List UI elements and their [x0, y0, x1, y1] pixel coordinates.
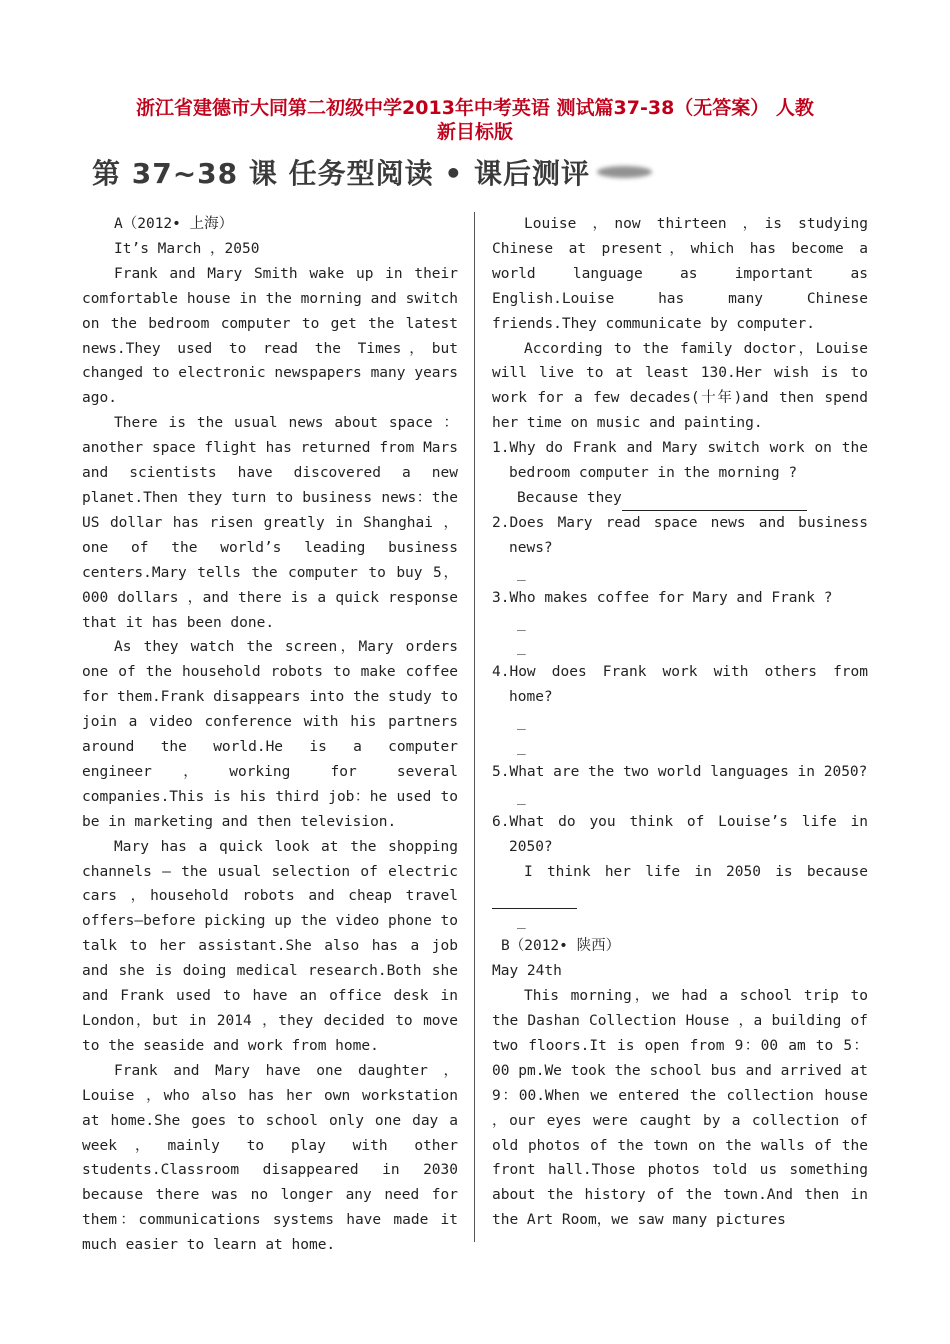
answer-1-line [492, 486, 868, 511]
answer-4-blank[interactable]: _ [517, 714, 526, 731]
answer-6-blank-extra[interactable]: _ [517, 913, 526, 930]
right-column [492, 212, 868, 1233]
passage-a-paragraph-6: Louise ，now thirteen ，is studying Chinese at present，which has become a world language as important as English.Louise has many Chinese friends.They communicate by computer. [492, 216, 868, 332]
passage-a-paragraph-3: As they watch the screen，Mary orders one of the household robots to make coffee for them.Frank disappears into the study to join a video conference with his partners around the world.He is a computer engineer，working for several companies.This is his third job：he used to be in marketing and then television. [82, 639, 458, 830]
answer-6-blank[interactable] [492, 893, 577, 909]
passage-a-date: It’s March ，2050 [114, 240, 260, 257]
question-1: 1.Why do Frank and Mary switch work on the bedroom computer in the morning ? [492, 440, 868, 482]
passage-a-paragraph-4: Mary has a quick look at the shopping channels — the usual selection of electric cars ，household robots and cheap travel offers—before picking up the video phone to talk to her assistant.She also has a job and she is doing medical research.Both she and Frank used to have an office desk in London，but in 2014 ，they decided to move to the seaside and work from home. [82, 838, 458, 1054]
answer-3-blank-extra[interactable]: _ [517, 639, 526, 656]
passage-b-date: May 24th [492, 963, 562, 980]
passage-a-paragraph-1: Frank and Mary Smith wake up in their comfortable house in the morning and switch on the bedroom computer to get the latest news.They used to read the Times，but changed to electronic newspapers many years ago. [82, 265, 458, 407]
question-6: 6.What do you think of Louise’s life in 2050? [492, 813, 868, 855]
question-2: 2.Does Mary read space news and business news? [492, 514, 868, 556]
answer-3-blank[interactable]: _ [517, 614, 526, 631]
section-b-header: B（2012• 陕西） [501, 938, 621, 955]
question-5: 5.What are the two world languages in 2050? [492, 763, 868, 780]
answer-1-prefix: Because they [517, 489, 622, 506]
answer-1-blank[interactable] [622, 495, 807, 511]
section-a-header: A（2012• 上海） [114, 216, 234, 232]
lesson-banner [92, 152, 652, 192]
answer-5-blank[interactable]: _ [517, 788, 526, 805]
title-line-1: 浙江省建德市大同第二初级中学2013年中考英语 测试篇37-38（无答案） 人教 [136, 97, 814, 119]
answer-6-prefix: I think her life in 2050 is because [524, 863, 868, 880]
answer-2-blank[interactable]: _ [517, 564, 526, 581]
column-divider [474, 212, 475, 1242]
title-line-2: 新目标版 [436, 121, 513, 143]
answer-6-line [492, 860, 868, 910]
lesson-banner-text: 第 37~38 课 任务型阅读 • 课后测评 [92, 157, 591, 190]
passage-b-paragraph-1: This morning，we had a school trip to the Dashan Collection House ，a building of two floors.It is open from 9：00 am to 5：00 pm.We took the school bus and arrived at 9：00.When we entered the collection house ，our eyes were caught by a collection of old photos of the town on the walls of the front hall.Those photos told us something about the history of the town.And then in the Art Room，we saw many pictures [492, 988, 868, 1229]
question-3: 3.Who makes coffee for Mary and Frank ? [492, 589, 833, 606]
passage-a-paragraph-5: Frank and Mary have one daughter ，Louise ，who also has her own workstation at home.She goes to school only one day a week，mainly to play with other students.Classroom disappeared in 2030 because there was no longer any need for them：communications systems have made it much easier to learn at home. [82, 1062, 458, 1254]
question-4: 4.How does Frank work with others from home? [492, 664, 868, 706]
answer-4-blank-extra[interactable]: _ [517, 739, 526, 756]
left-column [82, 212, 458, 1258]
passage-a-paragraph-7: According to the family doctor，Louise will live to at least 130.Her wish is to work for a few decades(十年)and then spend her time on music and painting. [492, 340, 868, 432]
passage-a-paragraph-2: There is the usual news about space ：another space flight has returned from Mars and scientists have discovered a new planet.Then they turn to business news：the US dollar has risen greatly in Shanghai ，one of the world’s leading business centers.Mary tells the computer to buy 5，000 dollars ，and there is a quick response that it has been done. [82, 415, 458, 631]
document-title [60, 96, 890, 144]
ink-smudge-icon [597, 166, 652, 178]
